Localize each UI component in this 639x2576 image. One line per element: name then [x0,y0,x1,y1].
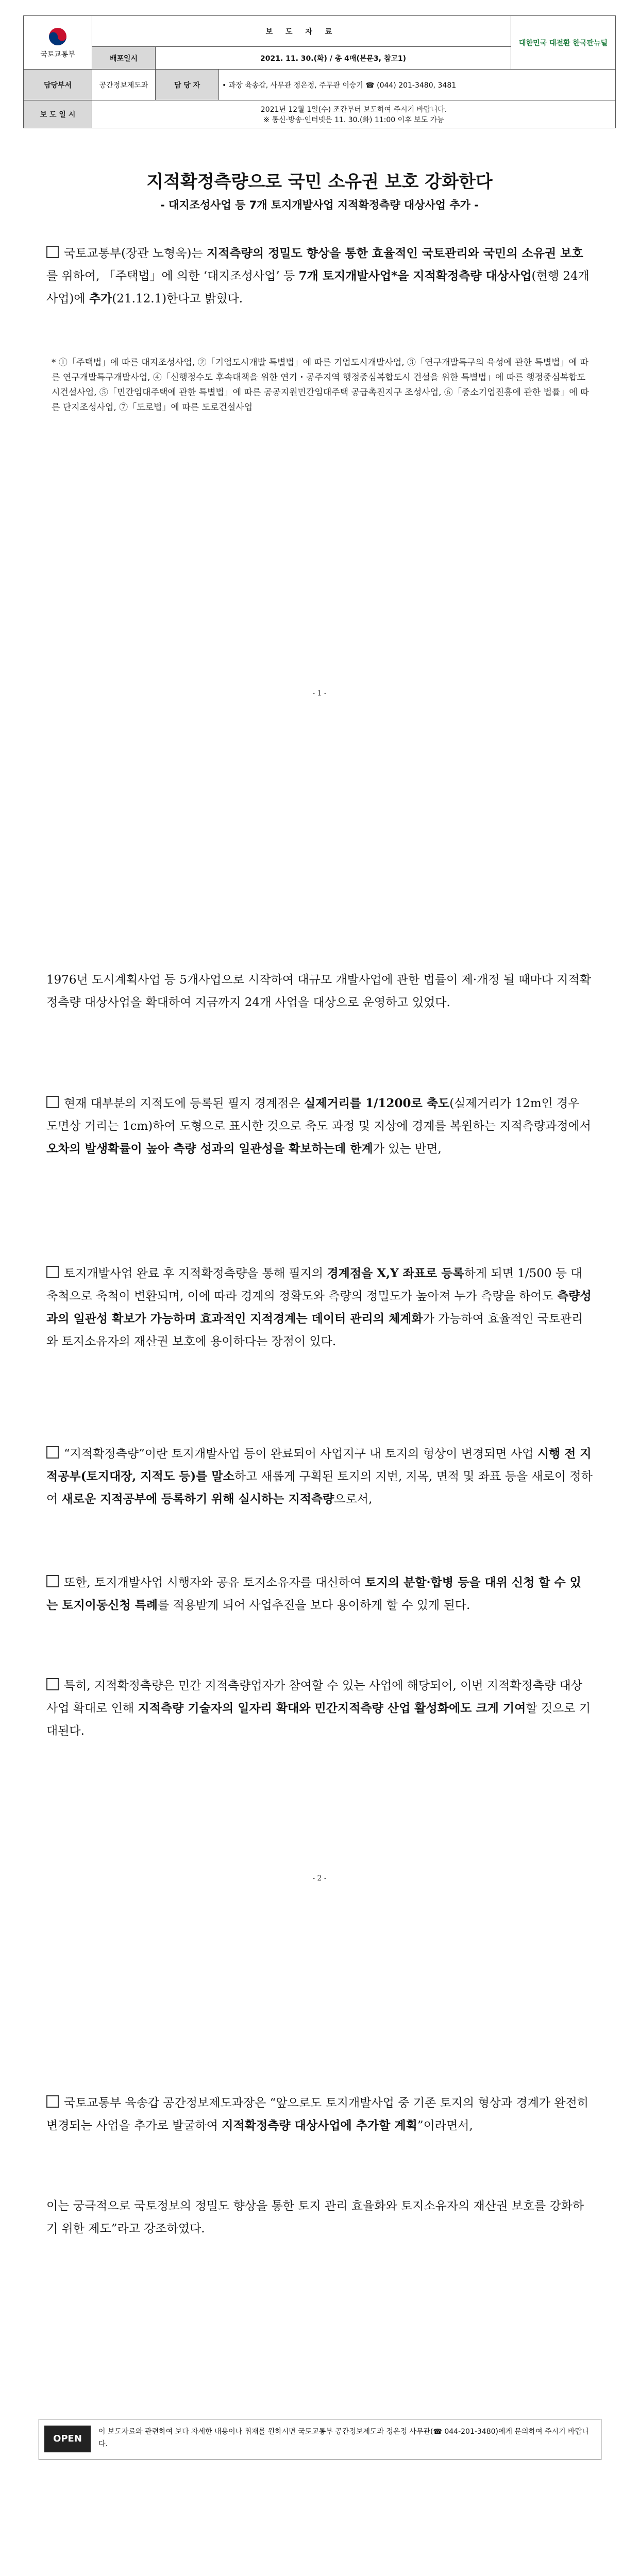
checkbox-bullet-icon [46,246,59,258]
embargo-label: 보 도 일 시 [24,100,92,128]
press-title: 보 도 자 료 [92,16,511,47]
headline: 지적확정측량으로 국민 소유권 보호 강화한다 [146,172,493,192]
checkbox-bullet-icon [46,1266,59,1278]
paragraph-conclusion: 이는 궁극적으로 국토정보의 정밀도 향상을 통한 토지 관리 효율화와 토지소유자의 재산권 보호를 강화하기 위한 제도”라고 강조하였다. [46,2199,584,2235]
open-license-logo: OPEN [44,2426,91,2452]
checkbox-bullet-icon [46,1575,59,1587]
paragraph-coordinates: 토지개발사업 완료 후 지적확정측량을 통해 필지의 경계점을 X,Y 좌표로 등록하게 되면 1/500 등 대축척으로 축척이 변환되며, 이에 따라 경계의 정확도와 측량의 정밀도가 높아져 누가 측량을 하여도 측량성과의 일관성 확보가 가능하며 효과적인 지적경계는 데이터 관리의 체계화가 가능하여 효율적인 국토관리와 토지소유자의 재산권 보호에 용이하다는 장점이 있다. [46,1266,592,1348]
paragraph-current-map: 현재 대부분의 지적도에 등록된 필지 경계점은 실제거리를 1/1200로 축도(실제거리가 12m인 경우 도면상 거리는 1cm)하여 도형으로 표시한 것으로 축도 과정 및 지상에 경계를 복원하는 지적측량과정에서 오차의 발생확률이 높아 측량 성과의 일관성을 확보하는데 한계가 있는 반면, [46,1096,591,1156]
brand-logo: 대한민국 대전환 한국판뉴딜 [511,16,616,70]
checkbox-bullet-icon [46,1678,59,1690]
embargo-value [92,100,616,128]
ministry-name: 국토교통부 [40,50,75,59]
checkbox-bullet-icon [46,2095,59,2108]
paragraph-director-quote: 국토교통부 육송갑 공간정보제도과장은 “앞으로도 토지개발사업 중 기존 토지의 형상과 경계가 완전히 변경되는 사업을 추가로 발굴하여 지적확정측량 대상사업에 추가할 계획”이라면서, [46,2096,589,2132]
paragraph-history: 1976년 도시계획사업 등 5개사업으로 시작하여 대규모 개발사업에 관한 법률이 제·개정 될 때마다 지적확정측량 대상사업을 확대하여 지금까지 24개 사업을 대상으로 운영하고 있었다. [46,973,591,1009]
embargo-line-1: 2021년 12월 1일(수) 조간부터 보도하여 주시기 바랍니다. [260,105,447,114]
page-number: - 1 - [312,689,327,698]
taegeuk-icon [47,26,68,47]
embargo-line-2: ※ 통신‧방송‧인터넷은 11. 30.(화) 11:00 이후 보도 가능 [263,115,444,124]
subheadline: - 대지조성사업 등 7개 토지개발사업 지적확정측량 대상사업 추가 - [160,199,479,211]
contact-footer [39,2419,601,2460]
paragraph-definition: “지적확정측량”이란 토지개발사업 등이 완료되어 사업지구 내 토지의 형상이 변경되면 사업 시행 전 지적공부(토지대장, 지적도 등)를 말소하고 새롭게 구획된 토지의 지번, 지목, 면적 및 좌표 등을 새로이 정하여 새로운 지적공부에 등록하기 위해 실시하는 지적측량으로서, [46,1447,593,1506]
footnote-projects: * ①「주택법」에 따른 대지조성사업, ②「기업도시개발 특별법」에 따른 기업도시개발사업, ③「연구개발특구의 육성에 관한 특별법」에 따른 연구개발특구개발사업, ④「신행정수도 후속대책을 위한 연기・공주지역 행정중심복합도시 건설을 위한 특별법」에 따른 행정중심복합도시건설사업, ⑤「민간임대주택에 관한 특별법」에 따른 공공지원민간임대주택 공급촉진지구 조성사업, ⑥「중소기업진흥에 관한 법률」에 따른 단지조성사업, ⑦「도로법」에 따른 도로건설사업 [52,358,589,413]
paragraph-industry: 특히, 지적확정측량은 민간 지적측량업자가 참여할 수 있는 사업에 해당되어, 이번 지적확정측량 대상사업 확대로 인해 지적측량 기술자의 일자리 확대와 민간지적측량 산업 활성화에도 크게 기여할 것으로 기대된다. [46,1679,591,1738]
press-header-table [23,15,616,128]
contact-text: 이 보도자료와 관련하여 보다 자세한 내용이나 취재를 원하시면 국토교통부 공간정보제도과 정은정 사무관(☎ 044-201-3480)에게 문의하여 주시기 바랍니다. [98,2428,589,2448]
checkbox-bullet-icon [46,1096,59,1108]
dept-label: 담당부서 [24,70,92,100]
staff-value: • 과장 육송갑, 사무관 정은정, 주무관 이승기 ☎ (044) 201-3480, 3481 [219,70,616,100]
dept-value: 공간정보제도과 [92,70,156,100]
checkbox-bullet-icon [46,1446,59,1459]
page-number: - 2 - [312,1874,327,1883]
paragraph-intro: 국토교통부(장관 노형욱)는 지적측량의 정밀도 향상을 통한 효율적인 국토관리와 국민의 소유권 보호를 위하여, 「주택법」에 의한 ‘대지조성사업’ 등 7개 토지개발사업*을 지적확정측량 대상사업(현행 24개 사업)에 추가(21.12.1)한다고 밝혔다. [46,246,590,306]
release-label: 배포일시 [92,47,156,70]
release-value: 2021. 11. 30.(화) / 총 4매(본문3, 참고1) [156,47,511,70]
staff-label: 담 당 자 [156,70,219,100]
paragraph-special-case: 또한, 토지개발사업 시행자와 공유 토지소유자를 대신하여 토지의 분할·합병 등을 대위 신청 할 수 있는 토지이동신청 특례를 적용받게 되어 사업추진을 보다 용이하게 할 수 있게 된다. [46,1575,581,1612]
ministry-logo [24,16,92,70]
